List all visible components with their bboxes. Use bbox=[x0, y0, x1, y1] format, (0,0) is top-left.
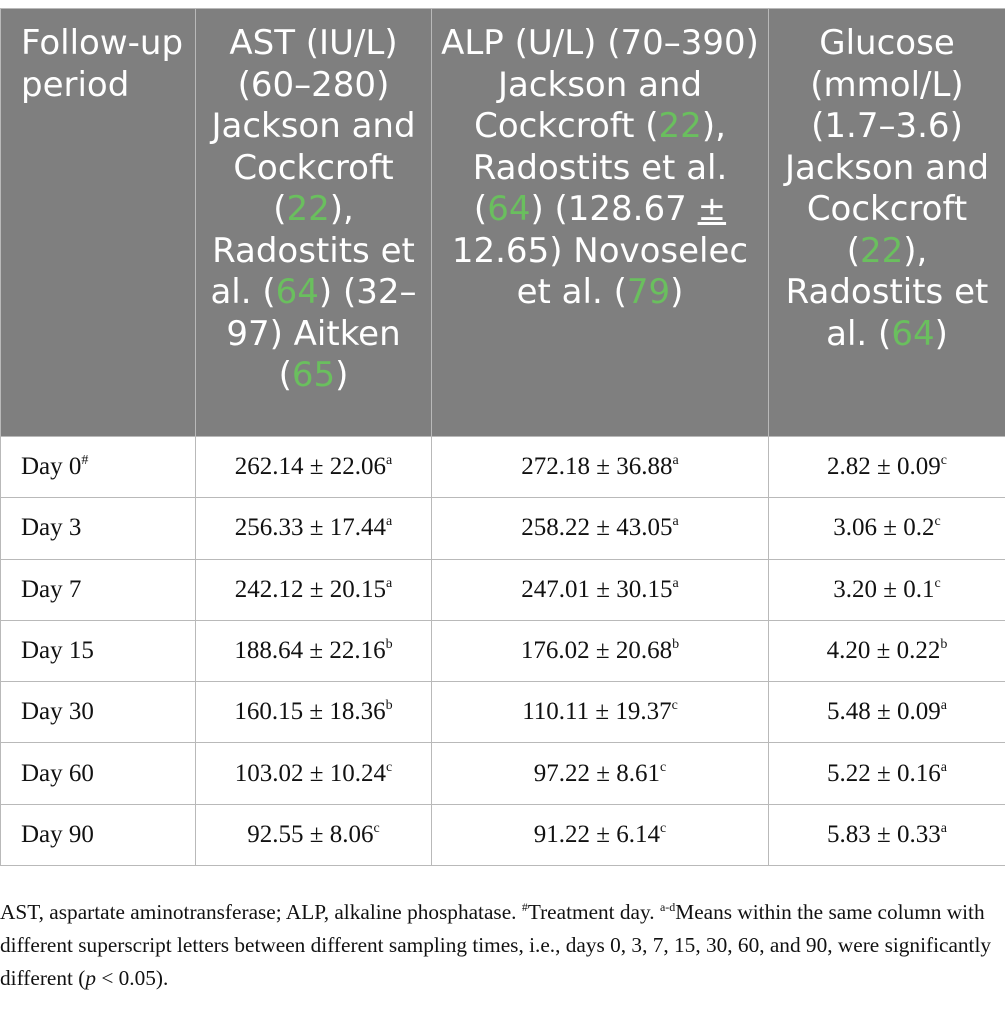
header-glucose-text: ), Radostits et al. ( bbox=[785, 230, 989, 354]
header-ast bbox=[196, 9, 432, 437]
cell-glucose bbox=[769, 743, 1005, 804]
cell-ast bbox=[196, 682, 432, 743]
cell-ast-value: 103.02 ± 10.24 bbox=[234, 759, 386, 787]
header-alp-text: ), Radostits et al. ( bbox=[472, 106, 728, 229]
reference-link[interactable]: 22 bbox=[658, 106, 702, 146]
footnote-p-value: p bbox=[85, 966, 96, 990]
header-glucose-text: ) bbox=[934, 313, 948, 354]
cell-glucose-superscript: c bbox=[934, 575, 941, 591]
cell-ast bbox=[196, 559, 432, 620]
cell-alp-superscript: b bbox=[672, 637, 680, 653]
cell-glucose-value: 3.20 ± 0.1 bbox=[833, 575, 935, 603]
footnote-text: AST, aspartate aminotransferase; ALP, alkaline phosphatase. bbox=[0, 900, 522, 924]
cell-alp-superscript: a bbox=[672, 514, 679, 530]
reference-link[interactable]: 65 bbox=[291, 355, 336, 395]
cell-ast-superscript: c bbox=[373, 820, 380, 836]
cell-alp-superscript: c bbox=[660, 759, 667, 775]
header-follow-up-period: Follow-up period bbox=[1, 9, 196, 437]
cell-alp bbox=[432, 804, 769, 865]
header-alp bbox=[432, 9, 769, 437]
cell-alp-superscript: a bbox=[672, 575, 679, 591]
header-ast-text: ) (32–97) Aitken ( bbox=[226, 272, 417, 395]
cell-follow-up-period-value: Day 30 bbox=[21, 698, 94, 726]
cell-follow-up-period-value: Day 7 bbox=[21, 575, 82, 603]
table-row bbox=[1, 804, 1005, 865]
cell-follow-up-period bbox=[1, 559, 196, 620]
cell-follow-up-period-value: Day 90 bbox=[21, 820, 94, 848]
cell-glucose-superscript: a bbox=[940, 820, 947, 836]
cell-alp bbox=[432, 743, 769, 804]
header-alp-text: ) bbox=[670, 272, 684, 312]
cell-glucose-value: 3.06 ± 0.2 bbox=[833, 514, 935, 542]
table-row bbox=[1, 498, 1005, 559]
header-ast-text: ) bbox=[335, 355, 349, 395]
cell-glucose-superscript: a bbox=[940, 759, 947, 775]
cell-ast-value: 160.15 ± 18.36 bbox=[234, 698, 386, 726]
table-row bbox=[1, 437, 1005, 498]
cell-ast bbox=[196, 743, 432, 804]
cell-glucose-value: 5.22 ± 0.16 bbox=[827, 759, 941, 787]
cell-alp-value: 110.11 ± 19.37 bbox=[522, 698, 672, 726]
header-alp-text: ALP (U/L) (70–390) Jackson and Cockcroft ( bbox=[441, 23, 759, 146]
reference-link[interactable]: 64 bbox=[891, 313, 935, 354]
cell-glucose-value: 4.20 ± 0.22 bbox=[826, 637, 941, 665]
cell-ast-superscript: a bbox=[386, 514, 393, 530]
cell-ast bbox=[196, 437, 432, 498]
table-footnote bbox=[0, 896, 1005, 995]
cell-follow-up-period-value: Day 0 bbox=[21, 453, 82, 481]
table-row bbox=[1, 559, 1005, 620]
cell-ast-value: 262.14 ± 22.06 bbox=[234, 453, 386, 481]
footnote-text: Means within the same column with different superscript letters between different sampling times, i.e., days 0, 3, 7, 15, 30, 60, and 90, were significantly different ( bbox=[0, 900, 992, 990]
cell-ast-superscript: b bbox=[385, 698, 393, 714]
cell-glucose-value: 5.48 ± 0.09 bbox=[827, 698, 941, 726]
cell-ast-superscript: a bbox=[386, 575, 393, 591]
cell-alp-value: 176.02 ± 20.68 bbox=[520, 637, 673, 665]
cell-glucose-superscript: c bbox=[934, 514, 941, 530]
cell-ast-value: 188.64 ± 22.16 bbox=[234, 637, 386, 665]
cell-alp-superscript: c bbox=[671, 698, 678, 714]
cell-alp-value: 247.01 ± 30.15 bbox=[521, 575, 673, 603]
cell-alp bbox=[432, 559, 769, 620]
cell-alp bbox=[432, 437, 769, 498]
cell-ast bbox=[196, 804, 432, 865]
cell-follow-up-period bbox=[1, 743, 196, 804]
cell-follow-up-period-superscript: # bbox=[81, 453, 89, 469]
cell-glucose-superscript: a bbox=[940, 698, 947, 714]
cell-ast-superscript: c bbox=[386, 759, 393, 775]
footnote-superscript: # bbox=[521, 900, 528, 914]
cell-alp-value: 272.18 ± 36.88 bbox=[521, 453, 673, 481]
header-row bbox=[1, 9, 1005, 437]
footnote-text: Treatment day. bbox=[527, 900, 660, 924]
header-glucose bbox=[769, 9, 1005, 437]
header-glucose-text: Glucose (mmol/L) (1.7–3.6) Jackson and Cockcroft ( bbox=[784, 23, 990, 271]
cell-glucose bbox=[769, 437, 1005, 498]
cell-ast-value: 256.33 ± 17.44 bbox=[234, 514, 386, 542]
cell-follow-up-period-value: Day 3 bbox=[21, 514, 82, 542]
cell-ast-superscript: a bbox=[386, 453, 393, 469]
cell-follow-up-period-value: Day 60 bbox=[21, 759, 94, 787]
cell-alp-superscript: c bbox=[660, 820, 667, 836]
cell-ast bbox=[196, 620, 432, 681]
cell-follow-up-period bbox=[1, 620, 196, 681]
cell-ast-superscript: b bbox=[385, 637, 393, 653]
cell-alp bbox=[432, 620, 769, 681]
cell-glucose bbox=[769, 620, 1005, 681]
cell-follow-up-period bbox=[1, 437, 196, 498]
cell-alp bbox=[432, 498, 769, 559]
cell-alp-value: 97.22 ± 8.61 bbox=[533, 759, 660, 787]
reference-link[interactable]: 22 bbox=[859, 230, 904, 271]
header-alp-text: ) (128.67 bbox=[530, 189, 698, 229]
cell-glucose-superscript: b bbox=[940, 637, 948, 653]
cell-alp-superscript: a bbox=[672, 453, 679, 469]
header-ast-text: ), Radostits et al. ( bbox=[210, 189, 415, 312]
reference-link[interactable]: 64 bbox=[487, 189, 531, 229]
cell-glucose-value: 5.83 ± 0.33 bbox=[827, 820, 941, 848]
cell-follow-up-period bbox=[1, 804, 196, 865]
cell-ast-value: 242.12 ± 20.15 bbox=[234, 575, 386, 603]
header-alp-text: 12.65) Novoselec et al. ( bbox=[451, 230, 749, 312]
results-table bbox=[0, 8, 1005, 866]
table-row bbox=[1, 682, 1005, 743]
cell-glucose-superscript: c bbox=[940, 453, 947, 469]
reference-link[interactable]: 22 bbox=[286, 189, 330, 229]
cell-alp-value: 258.22 ± 43.05 bbox=[521, 514, 673, 542]
footnote-text: < 0.05). bbox=[96, 966, 169, 990]
cell-follow-up-period-value: Day 15 bbox=[21, 637, 94, 665]
cell-alp bbox=[432, 682, 769, 743]
cell-glucose bbox=[769, 498, 1005, 559]
cell-glucose bbox=[769, 682, 1005, 743]
header-ast-text: AST (IU/L) (60–280) Jackson and Cockcroft ( bbox=[211, 23, 416, 229]
cell-glucose-value: 2.82 ± 0.09 bbox=[827, 453, 941, 481]
cell-glucose bbox=[769, 804, 1005, 865]
cell-alp-value: 91.22 ± 6.14 bbox=[533, 820, 660, 848]
plus-minus-symbol: ± bbox=[697, 189, 727, 229]
cell-follow-up-period bbox=[1, 682, 196, 743]
table-row bbox=[1, 743, 1005, 804]
cell-ast-value: 92.55 ± 8.06 bbox=[247, 820, 374, 848]
cell-glucose bbox=[769, 559, 1005, 620]
footnote-superscript: a-d bbox=[659, 900, 676, 914]
table-row bbox=[1, 620, 1005, 681]
cell-ast bbox=[196, 498, 432, 559]
cell-follow-up-period bbox=[1, 498, 196, 559]
reference-link[interactable]: 79 bbox=[626, 272, 671, 312]
reference-link[interactable]: 64 bbox=[275, 272, 319, 312]
